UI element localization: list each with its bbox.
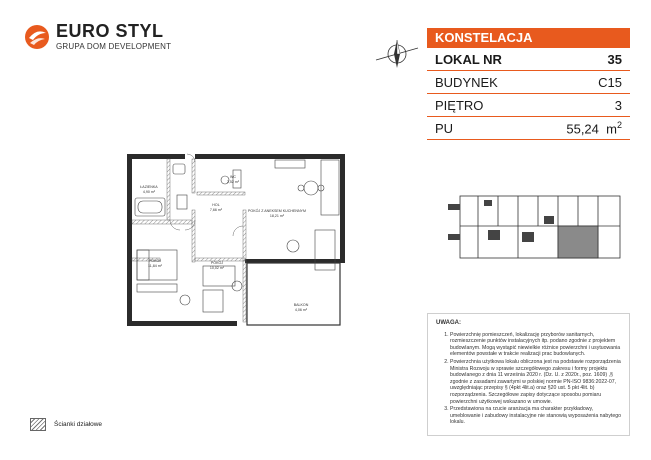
north-compass-icon xyxy=(372,36,422,74)
investment-title: KONSTELACJA xyxy=(427,28,630,48)
area-unit: m xyxy=(606,121,617,137)
notes-box xyxy=(427,313,630,436)
room-area: 11,84 m² xyxy=(148,264,162,268)
brand-name: EURO STYL xyxy=(56,21,164,41)
legend xyxy=(30,418,102,431)
info-value xyxy=(566,120,622,136)
floor-plan xyxy=(125,150,355,336)
euro-styl-logo-icon xyxy=(24,24,50,50)
room-name: BALKON xyxy=(293,303,309,307)
legend-label: Ścianki działowe xyxy=(54,421,103,428)
room-area: 18,21 m² xyxy=(269,214,285,218)
notes-title: UWAGA: xyxy=(436,320,461,326)
info-value: 3 xyxy=(614,97,622,113)
info-label: PIĘTRO xyxy=(435,97,484,113)
room-labels xyxy=(140,175,308,312)
room-name: WC xyxy=(230,175,236,179)
info-row-lokal xyxy=(427,48,630,71)
room-name: POKÓJ Z ANEKSEM KUCHENNYM xyxy=(248,209,306,213)
room-area: 10,02 m² xyxy=(209,266,225,270)
info-row-pietro xyxy=(427,94,630,117)
info-row-pu xyxy=(427,117,630,140)
note-item: 3. Przedstawiona na rzucie aranżacja ma charakter przykładowy, umeblowanie i zabudowy instalacyjne nie stanowią wyposażenia nabytego lokalu. xyxy=(450,406,621,426)
room-area: 4,90 m² xyxy=(142,190,156,194)
room-name: POKÓJ xyxy=(148,259,162,263)
partition-hatch-swatch xyxy=(30,418,46,431)
building-floor-key-plan xyxy=(448,186,630,270)
logo xyxy=(24,22,171,51)
selected-unit-highlight xyxy=(558,226,598,258)
note-item: 1. Powierzchnię pomieszczeń, lokalizację przyborów sanitarnych, rozmieszczenie punktów instalacyjnych itp. podano zgodnie z projektem budowlanym. Mogą wystąpić niewielkie różnice powierzchni i usytuowania elementów powstałe w trakcie realizacji prac budowlanych. xyxy=(450,332,621,358)
room-name: ŁAZIENKA xyxy=(140,185,158,189)
room-name: HOL xyxy=(212,203,220,207)
balcony-outline xyxy=(247,263,340,325)
note-item: 2. Powierzchnia użytkowa lokalu obliczona jest na podstawie rozporządzenia Ministra Rozwoju w sprawie szczegółowego zakresu i formy projektu budowlanego z dnia 11 września 2020 r. (Dz. U. z 2020r., poz. 1609) ,§ zgodnie z zasadami zawartymi w polskiej normie PN-ISO 9836:2022-07, uwzględniając przepisy § (4pkt 4lit.a) oraz §20 ust. 5 pkt 4lit. b) rozporządzenia. Szczegółowe zapisy dotyczące sposobu pomiaru powierzchni użytkowej wskazano w umowie. xyxy=(450,359,621,405)
info-label: PU xyxy=(435,120,454,136)
room-area: 2,52 m² xyxy=(226,180,240,184)
notes-list xyxy=(436,332,621,426)
room-area: 7,66 m² xyxy=(209,208,223,212)
info-value: C15 xyxy=(598,74,622,90)
apartment-info-panel xyxy=(427,28,630,140)
info-value: 35 xyxy=(607,51,622,67)
info-row-budynek xyxy=(427,71,630,94)
room-name: POKÓJ xyxy=(210,261,224,265)
area-value: 55,24 xyxy=(566,121,599,137)
area-unit-sup: 2 xyxy=(616,119,622,130)
kitchen-furniture xyxy=(275,160,339,270)
info-label: LOKAL NR xyxy=(435,51,502,67)
info-label: BUDYNEK xyxy=(435,74,498,90)
brand-subtitle: GRUPA DOM DEVELOPMENT xyxy=(56,42,172,51)
room-area: 4,06 m² xyxy=(294,308,308,312)
